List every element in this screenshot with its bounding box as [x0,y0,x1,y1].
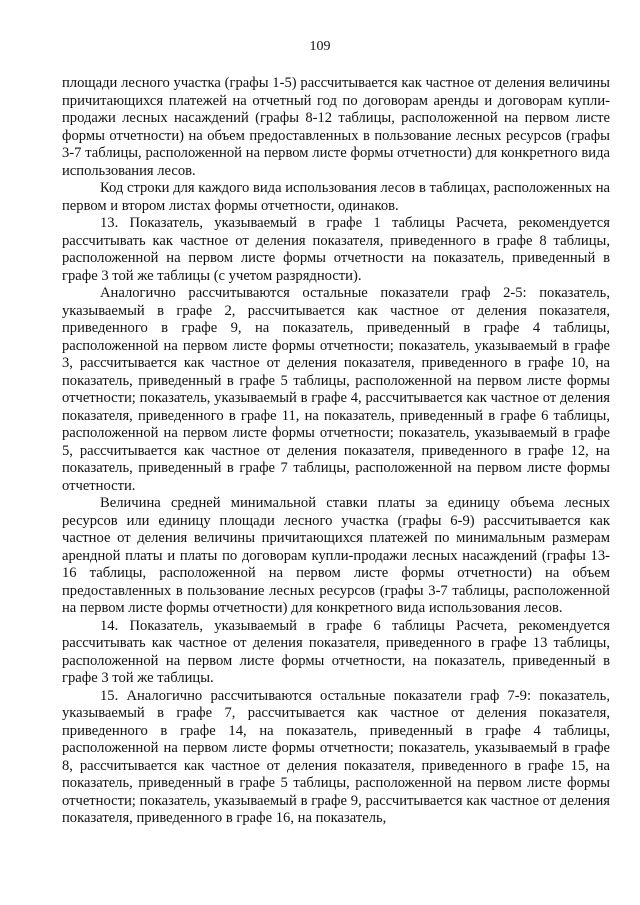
paragraph-columns-2-5: Аналогично рассчитываются остальные показатели граф 2-5: показатель, указываемый в графе 2, рассчитывается как частное от деления показателя, приведенного в графе 9, на показатель, приведенный в графе 4 таблицы, расположенной на первом листе формы отчетности; показатель, указываемый в графе 3, рассчитывается как частное от деления показателя, приведенного в графе 10, на показатель, приведенный в графе 5 таблицы, расположенной на первом листе формы отчетности; показатель, указываемый в графе 4, рассчитывается как частное от деления показателя, приведенного в графе 11, на показатель, приведенный в графе 6 таблицы, расположенной на первом листе формы отчетности; показатель, указываемый в графе 5, рассчитывается как частное от деления показателя, приведенного в графе 12, на показатель, приведенный в графе 7 таблицы, расположенной на первом листе формы отчетности. [62,285,610,494]
paragraph-item-13: 13. Показатель, указываемый в графе 1 таблицы Расчета, рекомендуется рассчитывать как частное от деления показателя, приведенного в графе 8 таблицы, расположенной на первом листе формы отчетности на показатель, приведенный в графе 3 той же таблицы (с учетом разрядности). [62,215,610,284]
paragraph-item-15: 15. Аналогично рассчитываются остальные показатели граф 7-9: показатель, указываемый в графе 7, рассчитывается как частное от деления показателя, приведенного в графе 14, на показатель, приведенный в графе 4 таблицы, расположенной на первом листе формы отчетности; показатель, указываемый в графе 8, рассчитывается как частное от деления показателя, приведенного в графе 15, на показатель, приведенный в графе 5 таблицы, расположенной на первом листе формы отчетности; показатель, указываемый в графе 9, рассчитывается как частное от деления показателя, приведенного в графе 16, на показатель, [62,687,610,826]
paragraph-continuation: площади лесного участка (графы 1-5) рассчитывается как частное от деления величины причитающихся платежей на отчетный год по договорам аренды и договорам купли-продажи лесных насаждений (графы 8-12 таблицы, расположенной на первом листе формы отчетности) на объем предоставленных в пользование лесных ресурсов (графы 3-7 таблицы, расположенной на первом листе формы отчетности) для конкретного вида использования лесов. [62,75,610,179]
paragraph-row-code-note: Код строки для каждого вида использования лесов в таблицах, расположенных на первом и втором листах формы отчетности, одинаков. [62,180,610,214]
page-number: 109 [309,39,331,54]
document-body [62,75,610,828]
paragraph-item-14: 14. Показатель, указываемый в графе 6 таблицы Расчета, рекомендуется рассчитывать как частное от деления показателя, приведенного в графе 13 таблицы, расположенной на первом листе формы отчетности, на показатель, приведенный в графе 3 той же таблицы. [62,617,610,686]
paragraph-minimum-rate: Величина средней минимальной ставки платы за единицу объема лесных ресурсов или единицу площади лесного участка (графы 6-9) рассчитывается как частное от деления величины причитающихся платежей по минимальным размерам арендной платы и платы по договорам купли-продажи лесных насаждений (графы 13-16 таблицы, расположенной на первом листе формы отчетности) на объем предоставленных в пользование лесных ресурсов (графы 3-7 таблицы, расположенной на первом листе формы отчетности) для конкретного вида использования лесов. [62,495,610,616]
